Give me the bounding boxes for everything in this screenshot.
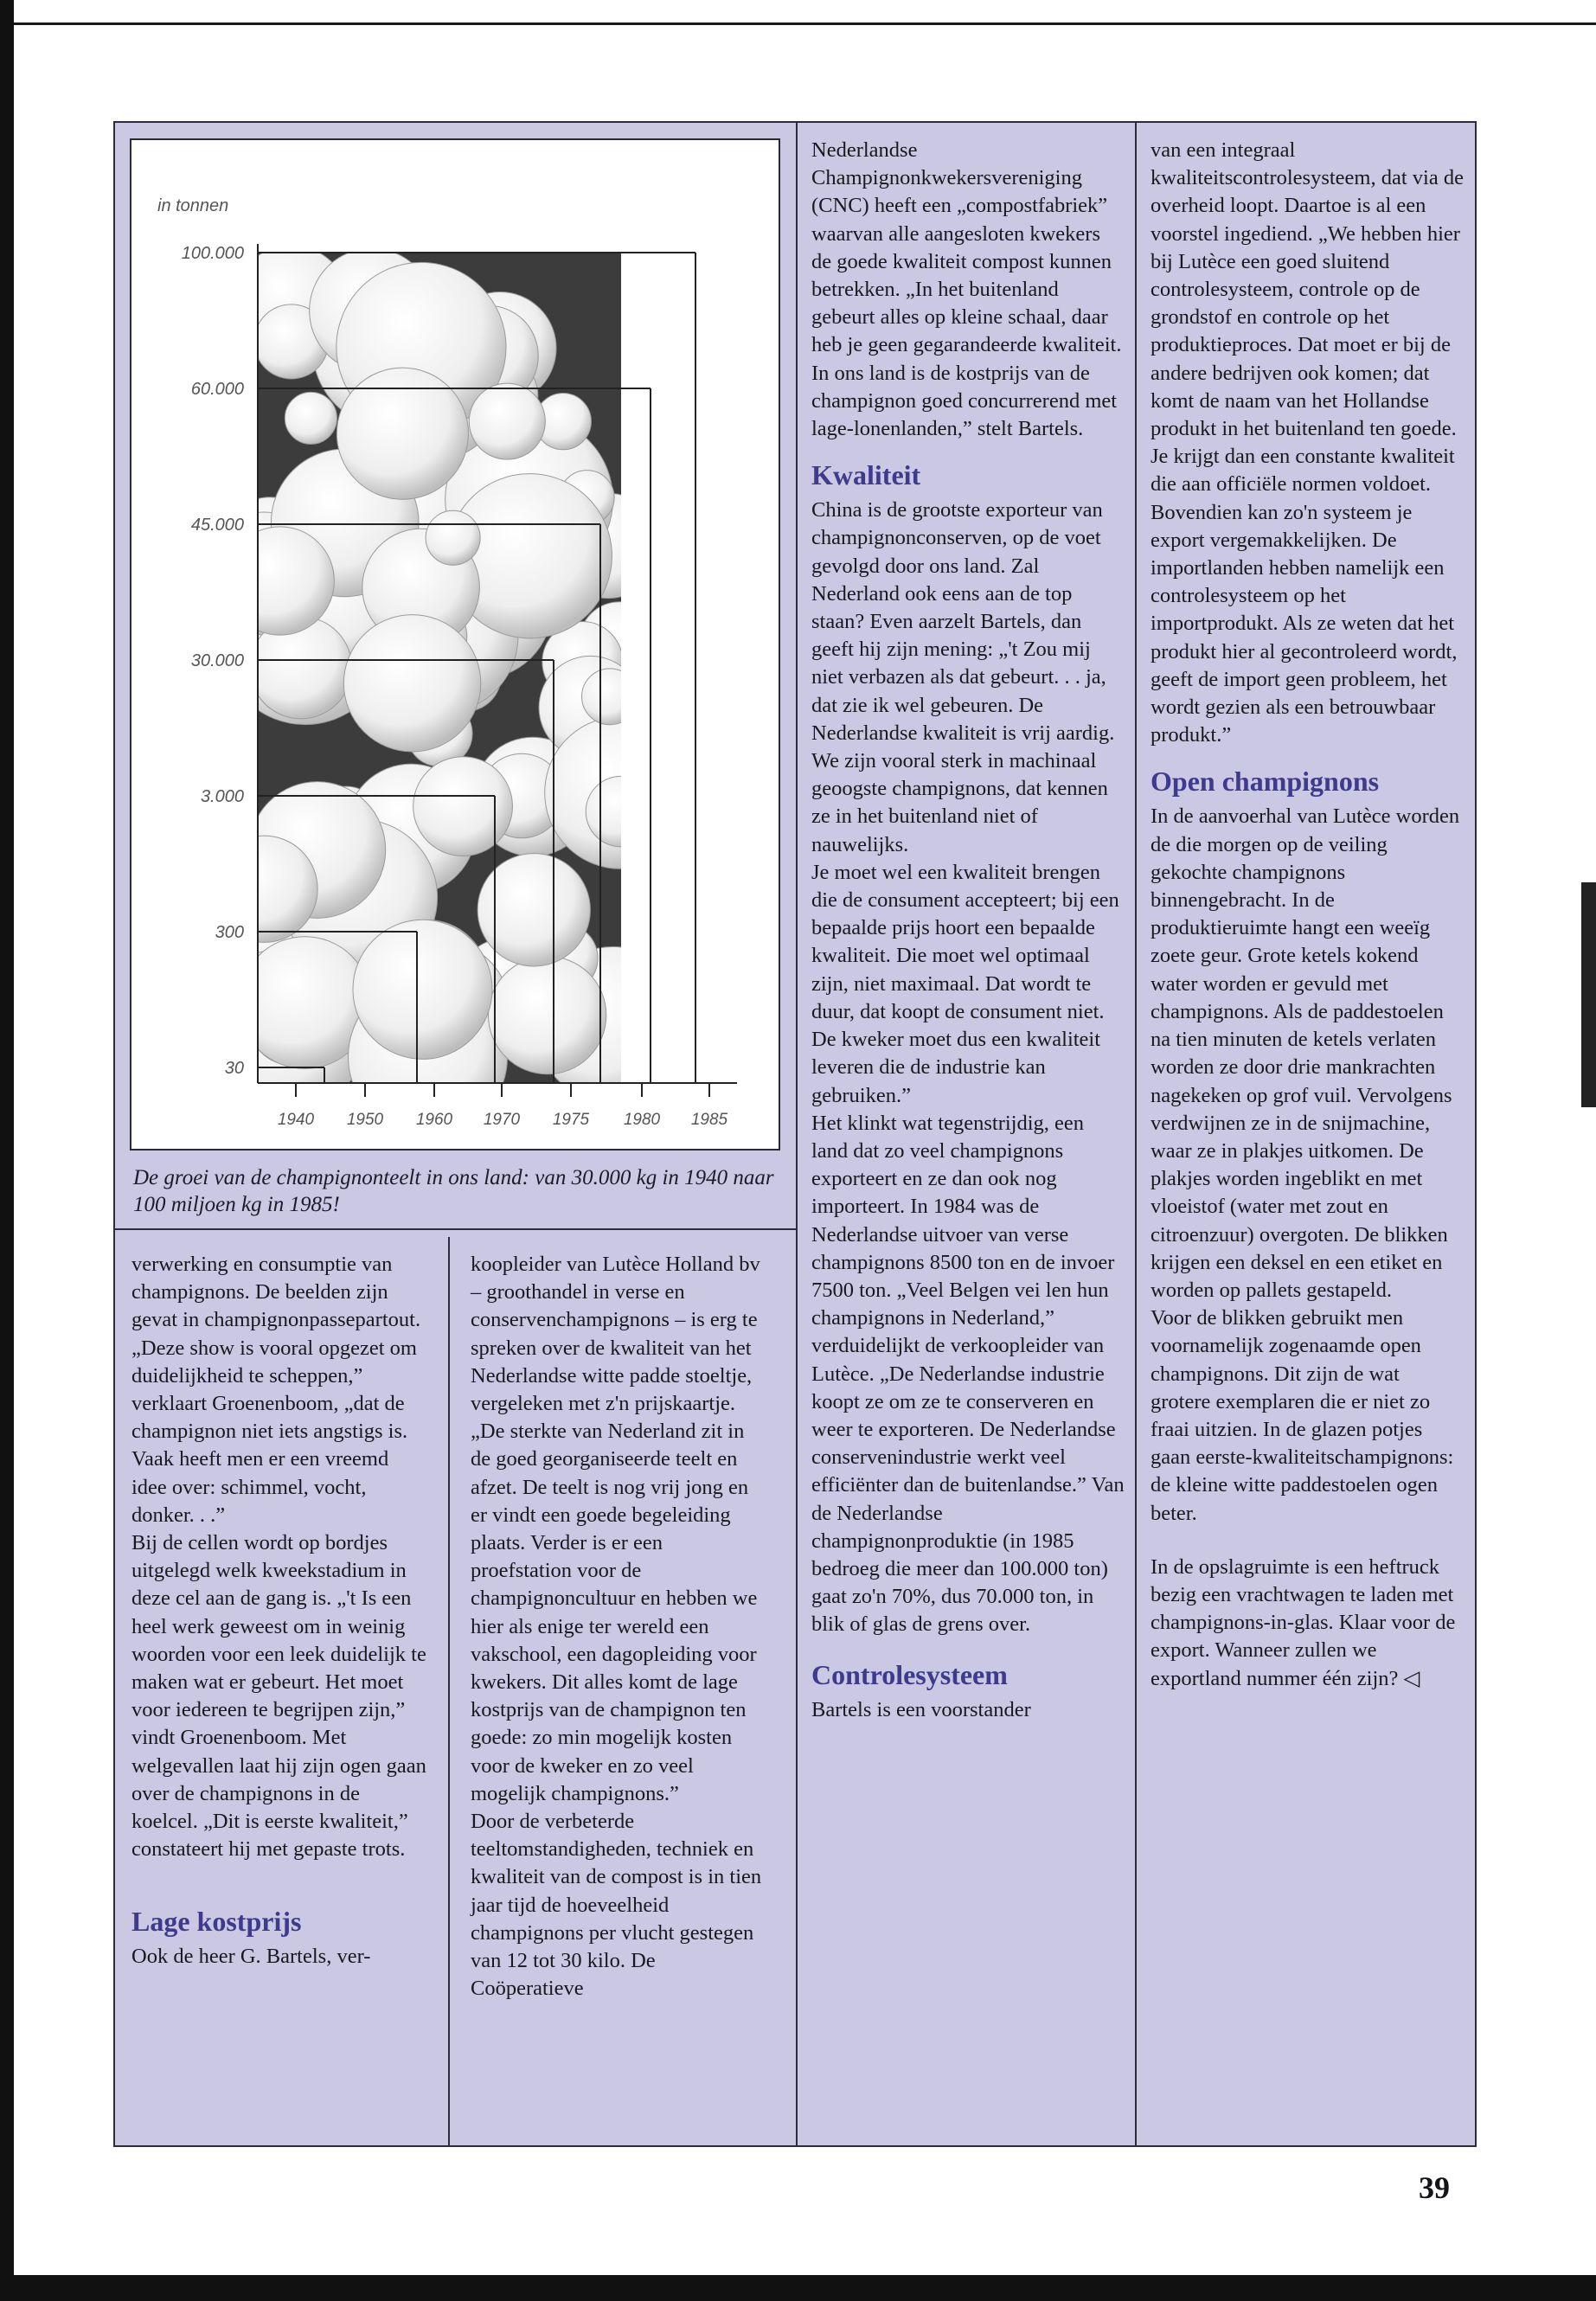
paragraph: Het klinkt wat tegenstrijdig, een land dat zo veel champignons exporteert en ze dan ook nog importeert. In 1984 was de Nederlandse uitvoer van verse champignons 8500 ton en de invoer 7500 ton. „Veel Belgen vei len hun champignons in Nederland,” verduidelijkt de verkoopleider van Lutèce. „De Nederlandse industrie koopt ze om ze te conserveren en weer te exporteren. De Nederlandse conservenindustrie werkt veel efficiënter dan de buitenlandse.” Van de Nederlandse champignonproduktie (in 1985 bedroeg die meer dan 100.000 ton) gaat zo'n 70%, dus 70.000 ton, in blik of glas de grens over.	[811, 1111, 1125, 1637]
paragraph: Bij de cellen wordt op bordjes uitgelegd welk kweekstadium in deze cel aan de gang is. „'t Is een heel werk geweest om in weinig woorden voor een leek duidelijk te maken wat er gebeurt. Het moet voor iedereen te begrijpen zijn,” vindt Groenenboom. Met welgevallen laat hij zijn ogen gaan over de champignons in de koelcel. „Dit is eerste kwaliteit,” constateert hij met gepaste trots.	[131, 1531, 426, 1862]
growth-chart-figure	[130, 138, 780, 1150]
paragraph: China is de grootste exporteur van champignonconserven, op de voet gevolgd door ons land. Zal Nederland ook eens aan de top staan? Even aarzelt Bartels, dan geeft hij zijn mening: „'t Zou mij niet verbazen als dat gebeurt. . . ja, dat zie ik wel gebeuren. De Nederlandse kwaliteit is vrij aardig. We zijn vooral sterk in machinaal geoogste champignons, dat kennen ze in het buitenland niet of nauwelijks.	[811, 498, 1115, 856]
x-tick-label: 1970	[483, 1111, 521, 1129]
y-tick-label: 45.000	[190, 516, 244, 535]
x-tick-label: 1950	[346, 1111, 384, 1129]
paragraph: koopleider van Lutèce Holland bv – groothandel in verse en conservenchampignons – is erg te spreken over de kwaliteit van het Nederlandse witte padde stoeltje, vergeleken met z'n prijskaartje. „De sterkte van Nederland zit in de goed georganiseerde teelt en afzet. De teelt is nog vrij jong en er vindt een goede begeleiding plaats. Verder is er een proefstation voor de champignoncultuur en hebben we hier als enige ter wereld een vakschool, een dagopleiding voor kwekers. Dit alles komt de lage kostprijs van de champignon ten goede: zo min mogelijk kosten voor de kweker en zo veel mogelijk champignons.”	[471, 1253, 760, 1805]
y-tick-label: 300	[215, 923, 244, 942]
scan-edge-bottom	[0, 2275, 1596, 2301]
article-column-2	[471, 1251, 766, 2003]
x-tick-label: 1960	[415, 1111, 453, 1129]
paragraph: In de opslagruimte is een heftruck bezig een vrachtwagen te laden met champignons-in-glas. Klaar voor de export. Wanneer zullen we exportland nummer één zijn? ◁	[1151, 1554, 1456, 1690]
paragraph: Je moet wel een kwaliteit brengen die de consument accepteert; bij een bepaalde prijs hoort een bepaalde kwaliteit. Die moet wel optimaal zijn, niet maximaal. Dat wordt te duur, dat koopt de consument niet. De kweker moet dus een kwaliteit leveren die de industrie kan gebruiken.”	[811, 860, 1119, 1107]
column-divider	[448, 1237, 450, 2147]
y-tick-label: 30	[224, 1059, 244, 1078]
paragraph: In de aanvoerhal van Lutèce worden de die morgen op de veiling gekochte champignons binnengebracht. In de produktieruimte hangt een weeïg zoete geur. Grote ketels kokend water worden er gevuld met champignons. Als de paddestoelen na tien minuten de ketels verlaten worden ze door drie mankrachten nagekeken op grof vuil. Vervolgens verdwijnen ze in de snijmachine, waar ze in plakjes uitkomen. De plakjes worden ingeblikt en met vloeistof (water met zout en citroenzuur) overgoten. De blikken krijgen een deksel en een etiket en worden op pallets gestapeld.	[1151, 804, 1460, 1302]
x-tick-label: 1940	[277, 1111, 315, 1129]
column-divider	[796, 121, 798, 2147]
x-tick-label: 1980	[623, 1111, 661, 1129]
caption-divider	[113, 1228, 798, 1230]
article-column-1	[131, 1251, 427, 1971]
figure-caption: De groei van de champignonteelt in ons land: van 30.000 kg in 1940 naar 100 miljoen kg in 1985!	[133, 1166, 774, 1216]
x-tick-label: 1985	[690, 1111, 728, 1129]
scan-edge-left	[0, 0, 14, 2301]
paragraph: verwerking en consumptie van champignons. De beelden zijn gevat in champignonpassepartout. „Deze show is vooral opgezet om duidelijkheid te scheppen,” verklaart Groenenboom, „dat de champignon niet iets angstigs is. Vaak heeft men er een vreemd idee over: schimmel, vocht, donker. . .”	[131, 1253, 421, 1527]
column-divider	[1135, 121, 1137, 2147]
section-heading: Open champignons	[1151, 766, 1380, 798]
y-tick-label: 100.000	[181, 244, 244, 263]
y-tick-label: 30.000	[190, 651, 244, 670]
mushroom-photo	[195, 246, 697, 1137]
growth-chart	[131, 140, 779, 1149]
section-heading: Kwaliteit	[811, 459, 921, 491]
page-number: 39	[1419, 2170, 1450, 2205]
unit-label: in tonnen	[157, 196, 229, 215]
y-tick-label: 3.000	[200, 787, 244, 806]
paragraph: Nederlandse Champignonkwekersvereniging (CNC) heeft een „compostfabriek” waarvan alle aangesloten kwekers de goede kwaliteit compost kunnen betrekken. „In het buitenland gebeurt alles op kleine schaal, daar heb je geen gegarandeerde kwaliteit. In ons land is de kostprijs van de champignon goed concurrerend met lage-lonenlanden,” stelt Bartels.	[811, 138, 1122, 441]
paragraph: van een integraal kwaliteitscontrolesysteem, dat via de overheid loopt. Daartoe is al een voorstel ingediend. „We hebben hier bij Lutèce een goed sluitend controlesysteem, controle op de grondstof en controle op het produktieproces. Dat moet er bij de andere bedrijven ook komen; dat komt de naam van het Hollandse produkt in het buitenland ten goede. Je krijgt dan een constante kwaliteit die aan officiële normen voldoet. Bovendien kan zo'n systeem je export vergemakkelijken. De importlanden hebben namelijk een controlesysteem op het importprodukt. Als ze weten dat het produkt hier al gecontroleerd wordt, geeft de import geen probleem, het wordt gezien als een betrouwbaar produkt.”	[1151, 138, 1464, 747]
section-heading: Controlesysteem	[811, 1658, 1008, 1690]
article-column-4	[1151, 137, 1464, 1693]
section-heading: Lage kostprijs	[131, 1906, 302, 1938]
paragraph: Door de verbeterde teeltomstandigheden, techniek en kwaliteit van de compost is in tien jaar tijd de hoeveelheid champignons per vlucht gestegen van 12 tot 30 kilo. De Coöperatieve	[471, 1810, 762, 2001]
paragraph: Ook de heer G. Bartels, ver-	[131, 1945, 371, 1969]
y-tick-label: 60.000	[190, 380, 244, 399]
top-edge	[0, 0, 1596, 25]
scan-edge-right	[1581, 882, 1596, 1107]
paragraph: Voor de blikken gebruikt men voornamelijk zogenaamde open champignons. Dit zijn de wat grotere exemplaren die er niet zo fraai uitzien. In de glazen potjes gaan eerste-kwaliteitschampignons: de kleine witte paddestoelen ogen beter.	[1151, 1306, 1454, 1525]
x-tick-label: 1975	[552, 1111, 590, 1129]
article-column-3	[811, 137, 1125, 1724]
paragraph: Bartels is een voorstander	[811, 1697, 1031, 1721]
